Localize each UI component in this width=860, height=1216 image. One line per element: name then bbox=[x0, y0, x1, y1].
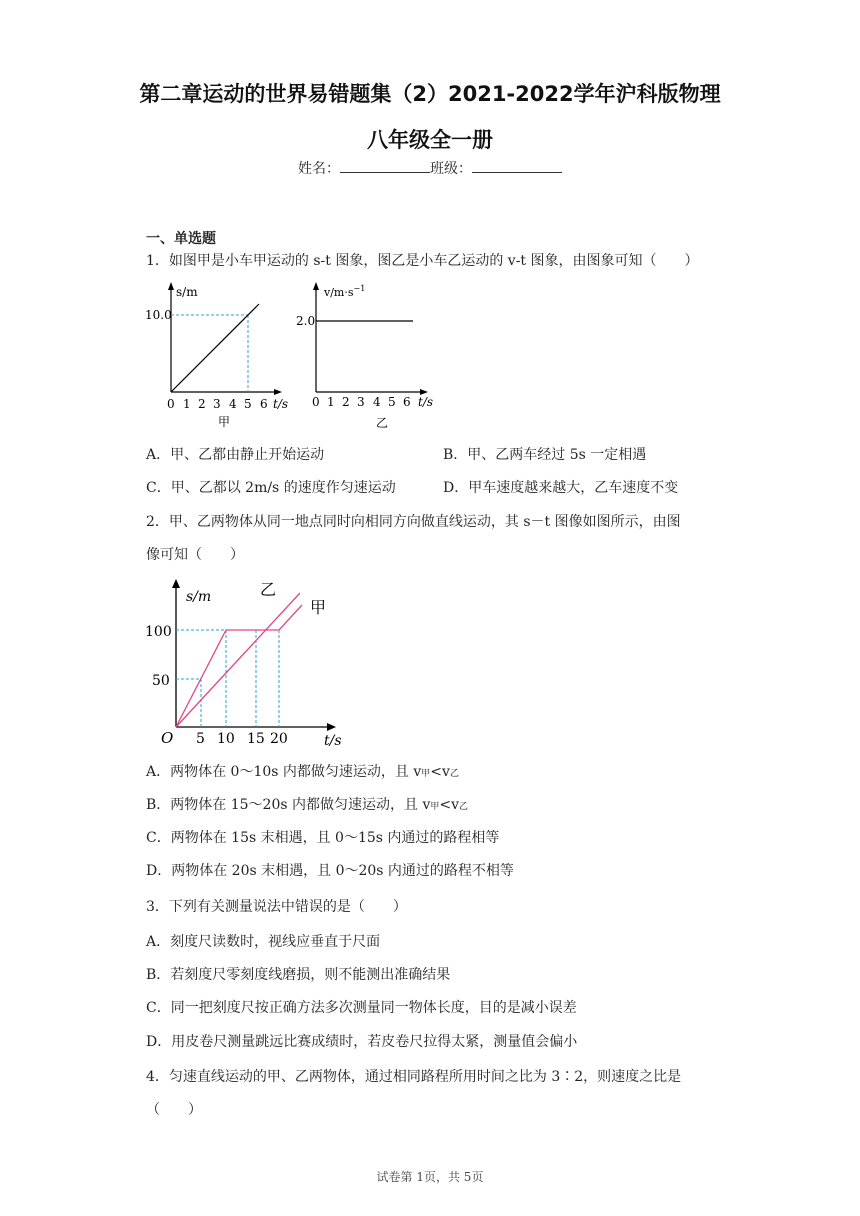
q4-stem-line1: 4．匀速直线运动的甲、乙两物体，通过相同路程所用时间之比为 3∶2，则速度之比是 bbox=[146, 1069, 682, 1085]
q1-jia-xlabel: t/s bbox=[273, 397, 289, 411]
name-label: 姓名： bbox=[298, 161, 340, 177]
q2-ytick-50: 50 bbox=[152, 673, 170, 689]
name-class-line bbox=[0, 158, 860, 178]
q1-option-b: B．甲、乙两车经过 5s 一定相遇 bbox=[443, 447, 647, 463]
q2-ylabel: s/m bbox=[186, 589, 212, 605]
q2-xtick: 15 bbox=[247, 731, 265, 747]
q3-option-c: C．同一把刻度尺按正确方法多次测量同一物体长度，目的是减小误差 bbox=[146, 1000, 577, 1016]
q2-ytick-100: 100 bbox=[145, 624, 172, 640]
q2-xlabel: t/s bbox=[324, 733, 342, 749]
q1-jia-xtick: 5 bbox=[244, 397, 252, 411]
q1-stem: 1．如图甲是小车甲运动的 s-t 图象，图乙是小车乙运动的 v-t 图象，由图象可知（ ） bbox=[146, 253, 699, 269]
q1-jia-xtick: 3 bbox=[213, 397, 221, 411]
q2-stem-line1: 2．甲、乙两物体从同一地点同时向相同方向做直线运动，其 s－t 图像如图所示，由图 bbox=[146, 514, 681, 530]
q2-stem-line2: 像可知（ ） bbox=[146, 547, 244, 563]
q2-label-jia: 甲 bbox=[310, 598, 327, 617]
q3-stem: 3．下列有关测量说法中错误的是（ ） bbox=[146, 899, 407, 915]
q1-jia-xtick: 6 bbox=[260, 397, 268, 411]
q1-yi-xtick: 4 bbox=[373, 395, 381, 409]
q1-option-d: D．甲车速度越来越大，乙车速度不变 bbox=[443, 480, 679, 496]
q1-jia-ylabel: s/m bbox=[176, 285, 198, 299]
q2-xtick: 10 bbox=[217, 731, 235, 747]
q2-label-yi: 乙 bbox=[260, 580, 277, 599]
q3-option-b: B．若刻度尺零刻度线磨损，则不能测出准确结果 bbox=[146, 967, 451, 983]
class-label: 班级： bbox=[430, 161, 472, 177]
q1-option-c: C．甲、乙都以 2m/s 的速度作匀速运动 bbox=[146, 480, 396, 496]
q2-xtick: 5 bbox=[196, 731, 205, 747]
q1-figure-yi bbox=[292, 280, 452, 435]
q2-option-d: D．两物体在 20s 末相遇，且 0～20s 内通过的路程不相等 bbox=[146, 863, 514, 879]
q1-figure-jia bbox=[140, 280, 300, 435]
q2-option-b: B．两物体在 15～20s 内都做匀速运动，且 v甲<v乙 bbox=[146, 797, 469, 813]
q3-option-d: D．用皮卷尺测量跳远比赛成绩时，若皮卷尺拉得太紧，测量值会偏小 bbox=[146, 1034, 578, 1050]
q1-yi-xtick: 3 bbox=[357, 395, 365, 409]
q1-yi-xlabel: t/s bbox=[418, 395, 434, 409]
q1-jia-xtick: 0 bbox=[167, 397, 175, 411]
section-title: 一、单选题 bbox=[146, 231, 216, 247]
q2-xtick: 20 bbox=[270, 731, 288, 747]
page-footer: 试卷第 1页，共 5页 bbox=[376, 1170, 484, 1184]
q1-yi-xtick: 1 bbox=[327, 395, 335, 409]
q1-yi-caption: 乙 bbox=[376, 416, 389, 430]
q1-yi-xtick: 2 bbox=[342, 395, 350, 409]
q1-yi-xtick: 6 bbox=[403, 395, 411, 409]
q2-option-c: C．两物体在 15s 末相遇，且 0～15s 内通过的路程相等 bbox=[146, 830, 500, 846]
q1-yi-xtick: 5 bbox=[388, 395, 396, 409]
q2-origin: O bbox=[161, 729, 174, 747]
q1-yi-xtick: 0 bbox=[312, 395, 320, 409]
q1-jia-xtick: 4 bbox=[229, 397, 237, 411]
q1-yi-ytick: 2.0 bbox=[296, 314, 316, 328]
name-blank bbox=[340, 160, 430, 173]
q1-jia-xtick: 2 bbox=[198, 397, 206, 411]
document-title-line2: 八年级全一册 bbox=[367, 128, 493, 152]
class-blank bbox=[472, 160, 562, 173]
document-title-line1: 第二章运动的世界易错题集（2）2021-2022学年沪科版物理 bbox=[139, 82, 721, 106]
q1-option-a: A．甲、乙都由静止开始运动 bbox=[146, 447, 325, 463]
q1-jia-ytick: 10.0 bbox=[145, 308, 172, 322]
q1-jia-caption: 甲 bbox=[218, 415, 231, 429]
q4-stem-line2: （ ） bbox=[146, 1102, 202, 1118]
q1-yi-ylabel: $v/m\cdot s^{-1}$ bbox=[324, 284, 366, 299]
q2-option-a: A．两物体在 0～10s 内都做匀速运动，且 v甲<v乙 bbox=[146, 764, 459, 780]
q3-option-a: A．刻度尺读数时，视线应垂直于尺面 bbox=[146, 934, 381, 950]
q2-figure bbox=[140, 575, 360, 750]
q1-jia-xtick: 1 bbox=[183, 397, 191, 411]
